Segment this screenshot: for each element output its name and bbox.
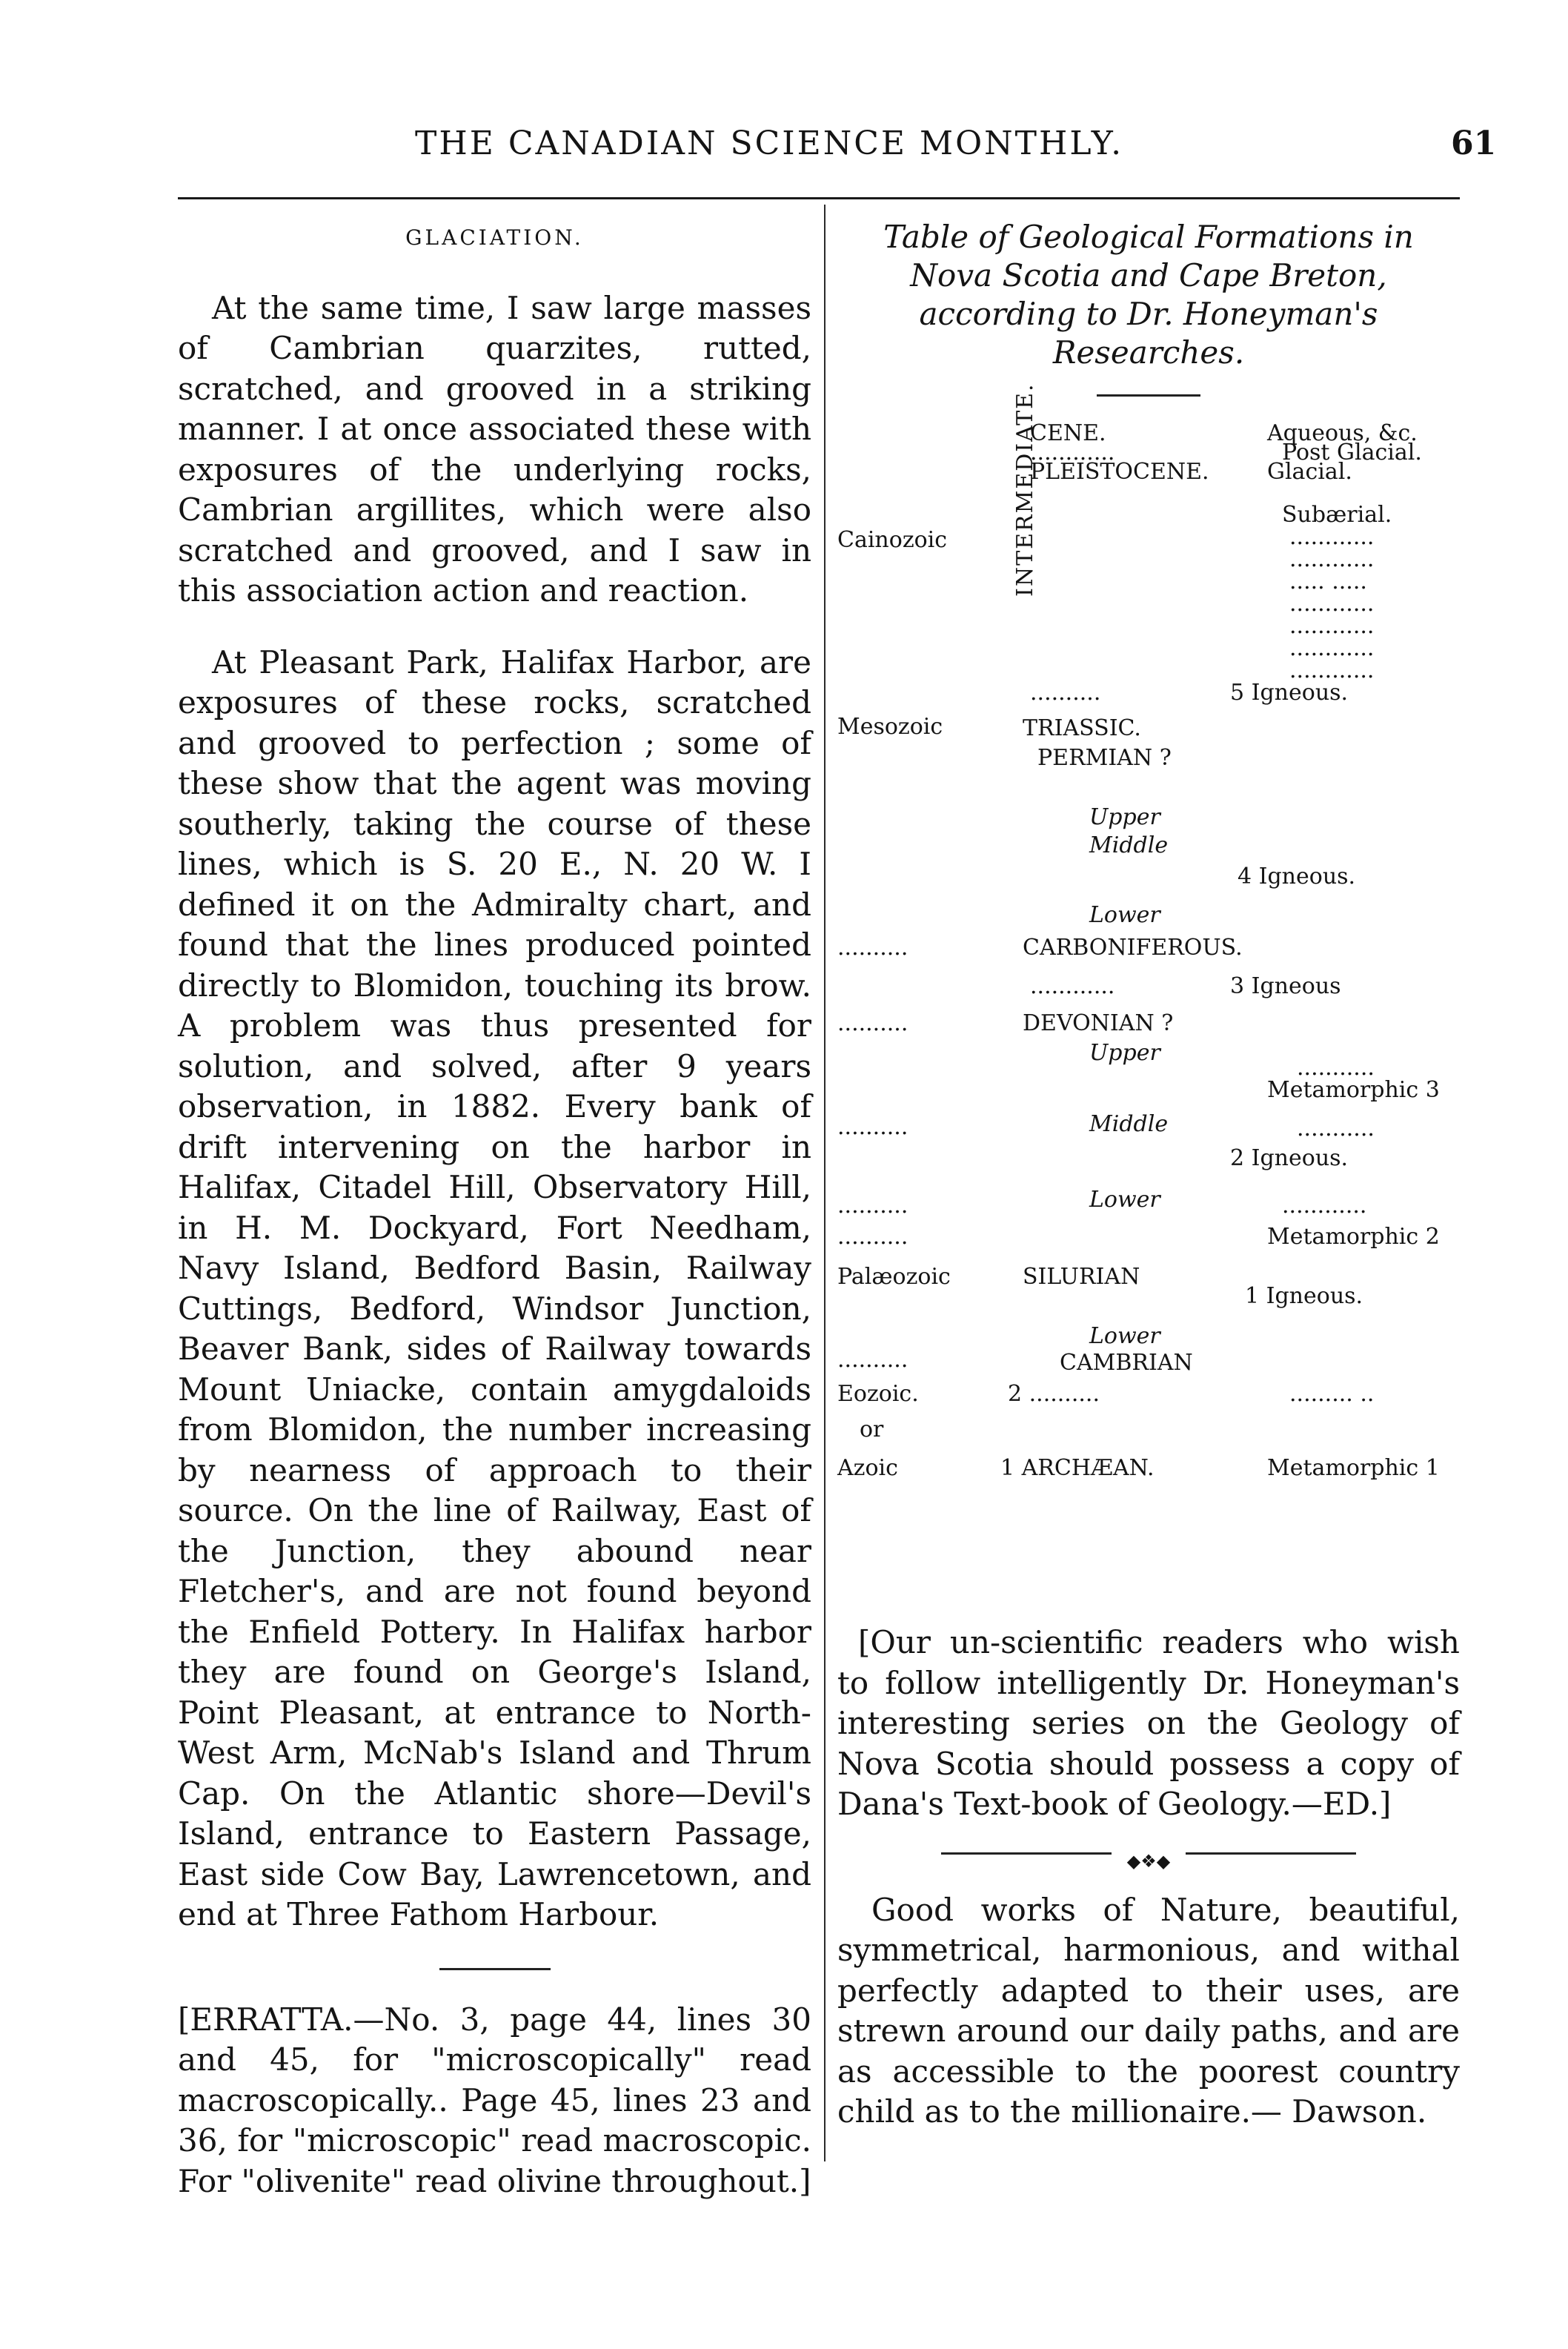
table-cell: ............ — [1289, 524, 1375, 550]
table-cell: PLEISTOCENE. — [1030, 459, 1209, 485]
table-cell: Lower — [1089, 1323, 1160, 1349]
table-cell: ............ — [1030, 440, 1115, 466]
table-cell: 3 Igneous — [1230, 973, 1341, 999]
table-cell: ........... — [1297, 1055, 1375, 1081]
geological-formations-table: INTERMEDIATE. CENE. Aqueous, &c. ............ Post Glacial. PLEISTOCENE. Glacial. Subærial. Cainozoic ............ ............ ..... ..... ............ ............ ............ ............ .......... 5 Igneous. Mesozoic TRIASSIC. PERMIAN ? Upper Middle 4 Igneous. Lower .......... CARBONIFEROUS. ............ 3 Igneous .......... DEVONIAN ? Upper ........... Metamorphic 3 .......... Middle ........... 2 Igneous. .......... Lower ............ .......... Metamorphic 2 Palæozoic SILURIAN 1 Igneous. Lower .......... CAMBRIAN Eozoic. 2 .......... ......... .. or Azoic 1 ARCHÆAN. Metamorphic 1 — [837, 382, 1440, 1481]
paragraph: At the same time, I saw large masses of Cambrian quarzites, rutted, scratched, and grooved in a striking manner. I at once associated these with exposures of the underlying rocks, Cambrian argillites, which were also scratched and grooved, and I saw in this association action and reaction. — [178, 289, 811, 609]
table-cell: ..... ..... — [1289, 569, 1367, 594]
table-cell: Palæozoic — [837, 1264, 951, 1290]
table-cell: .......... — [837, 1224, 908, 1250]
paragraph: At Pleasant Park, Halifax Harbor, are exposures of these rocks, scratched and grooved to perfection ; some of these show that the agent was moving southerly, taking the course of these lines, which is S. 20 E., N. 20 W. I defined it on the Admiralty chart, and found that the lines produced pointed directly to Blomidon, touching its brow. A problem was thus presented for solution, and solved, after 9 years observation, in 1882. Every bank of drift intervening on the harbor in Halifax, Citadel Hill, Observatory Hill, in H. M. Dockyard, Fort Needham, Navy Island, Bedford Basin, Railway Cuttings, Bedford, Windsor Junction, Beaver Bank, sides of Railway towards Mount Uniacke, contain amygdaloids from Blomidon, the number increasing by nearness of approach to their source. On the line of Railway, East of the Junction, they abound near Fletcher's, and are not found beyond the Enfield Pottery. In Halifax harbor they are found on George's Island, Point Pleasant, at entrance to North-West Arm, McNab's Island and Thrum Cap. On the Atlantic shore—Devil's Island, entrance to Eastern Passage, East side Cow Bay, Lawrencetown, and end at Three Fathom Harbour. — [178, 643, 811, 1932]
table-cell: Cainozoic — [837, 527, 948, 553]
table-cell: 1 ARCHÆAN. — [1000, 1455, 1155, 1481]
table-title: Table of Geological Formations in Nova Scotia and Cape Breton, according to Dr. Honeyman's Researches. — [883, 219, 1414, 371]
table-cell: .......... — [1030, 680, 1101, 706]
table-cell: TRIASSIC. — [1023, 715, 1141, 741]
table-cell: Upper — [1089, 1040, 1160, 1066]
table-cell: .......... — [837, 1347, 908, 1373]
table-cell: ............ — [1289, 657, 1375, 683]
table-cell: DEVONIAN ? — [1023, 1010, 1174, 1036]
table-cell: PERMIAN ? — [1037, 745, 1172, 771]
separator-rule — [1097, 394, 1200, 397]
table-cell: ............ — [1289, 591, 1375, 617]
table-cell: ............ — [1289, 613, 1375, 639]
running-title: THE CANADIAN SCIENCE MONTHLY. — [415, 125, 1124, 162]
table-cell: ......... .. — [1289, 1381, 1375, 1407]
table-cell: .......... — [837, 1114, 908, 1140]
table-cell: .......... — [837, 1010, 908, 1036]
section-heading: GLACIATION. — [405, 225, 584, 250]
left-column — [178, 218, 811, 2201]
table-cell: Eozoic. — [837, 1381, 919, 1407]
table-cell: 5 Igneous. — [1230, 680, 1349, 706]
editor-note: [Our un-scientific readers who wish to follow intelligently Dr. Honeyman's interesting series on the Geology of Nova Scotia should possess a copy of Dana's Text-book of Geology.—ED.] — [837, 1624, 1460, 1822]
table-cell: Aqueous, &c. — [1267, 420, 1418, 446]
table-cell: 1 Igneous. — [1245, 1283, 1363, 1309]
table-cell: 2 .......... — [1008, 1381, 1100, 1407]
table-cell: ............ — [1289, 546, 1375, 572]
table-cell: Metamorphic 3 — [1267, 1077, 1440, 1103]
table-cell: Mesozoic — [837, 714, 943, 740]
table-cell: Middle — [1089, 1111, 1169, 1137]
table-cell: 4 Igneous. — [1238, 864, 1356, 889]
table-cell: Subærial. — [1282, 502, 1392, 528]
table-cell: ............ — [1289, 635, 1375, 661]
table-cell: CARBONIFEROUS. — [1023, 935, 1243, 961]
table-cell: Lower — [1089, 902, 1160, 928]
header-rule — [178, 197, 1460, 199]
table-cell: ........... — [1297, 1116, 1375, 1142]
table-cell: Metamorphic 2 — [1267, 1224, 1440, 1250]
table-cell: CAMBRIAN — [1060, 1350, 1193, 1376]
closing-quote: Good works of Nature, beautiful, symmetrical, harmonious, and withal perfectly adapted to their uses, are strewn around our daily paths, and are as accessible to the poorest country child as to the millionaire.— Dawson. — [837, 1891, 1460, 2130]
table-cell: 2 Igneous. — [1230, 1145, 1349, 1171]
table-cell: .......... — [837, 1193, 908, 1219]
right-column — [837, 218, 1460, 2133]
table-cell: SILURIAN — [1023, 1264, 1140, 1290]
table-cell: Middle — [1089, 832, 1169, 858]
ornament-icon: ◆❖◆ — [1112, 1841, 1186, 1882]
table-cell: Upper — [1089, 804, 1160, 830]
table-cell: CENE. — [1030, 420, 1106, 446]
table-cell: ............ — [1282, 1193, 1367, 1219]
page-number: 61 — [1451, 125, 1497, 162]
table-cell: Lower — [1089, 1187, 1160, 1213]
table-cell: or — [860, 1417, 884, 1442]
table-cell: Glacial. — [1267, 459, 1352, 485]
table-cell: Metamorphic 1 — [1267, 1455, 1440, 1481]
table-cell: ............ — [1030, 973, 1115, 999]
ornamental-separator — [941, 1846, 1356, 1872]
separator-rule — [439, 1968, 551, 1970]
table-cell: .......... — [837, 935, 908, 961]
table-cell: Post Glacial. — [1282, 440, 1422, 466]
erratum-note: [ERRATTA.—No. 3, page 44, lines 30 and 45, for "microscopically" read macroscopically.. Page 45, lines 23 and 36, for "microscopic" read macroscopic. For "olivenite" read olivine throughout.] — [178, 2001, 811, 2199]
column-divider — [824, 205, 825, 2161]
table-cell: Azoic — [837, 1455, 898, 1481]
